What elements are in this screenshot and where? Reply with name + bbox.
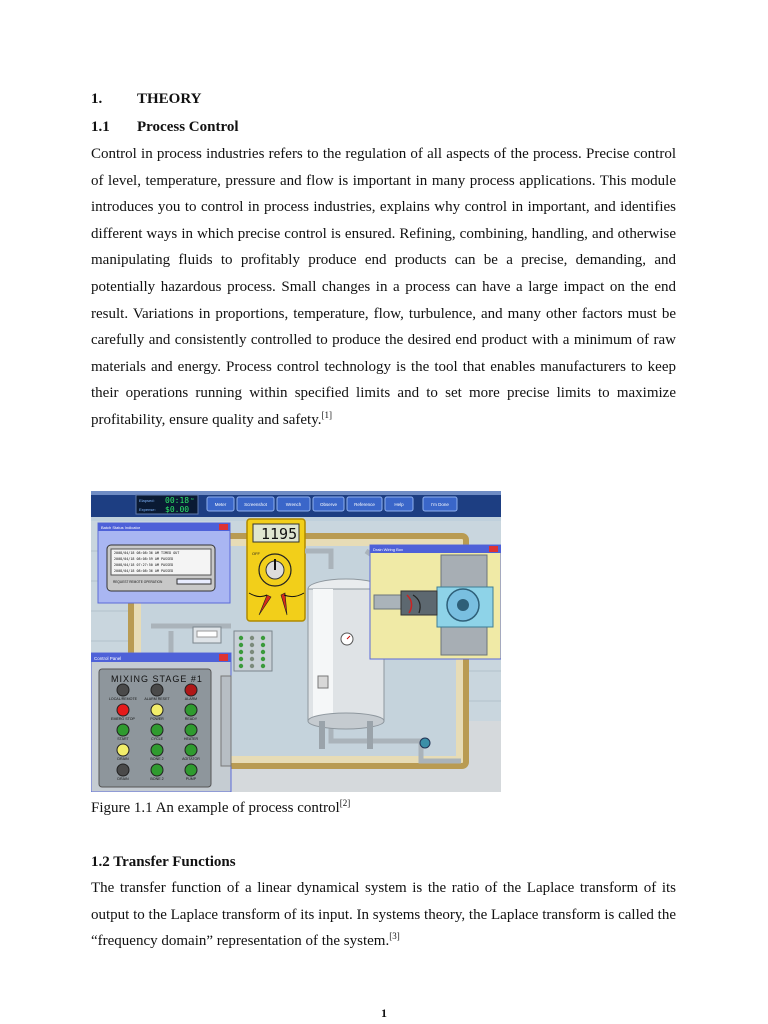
section-title: THEORY (137, 91, 202, 107)
subsection-2-heading: 1.2 Transfer Functions (91, 854, 236, 870)
junction-light (239, 650, 243, 654)
process-control-figure (91, 491, 501, 792)
junction-light (239, 636, 243, 640)
caption-text: Figure 1.1 An example of process control (91, 800, 340, 816)
control-panel-window[interactable] (91, 653, 231, 792)
expense-label: Expense: (139, 507, 156, 512)
panel-light[interactable] (185, 764, 197, 776)
elapsed-value: 00:18 (165, 496, 190, 505)
paragraph-text: The transfer function of a linear dynamical system is the ratio of the Laplace transform of its output to the Laplace transform of its input. In systems theory, the Laplace transform is called the “frequency domain” representation of the system. (91, 880, 676, 950)
junction-light (239, 657, 243, 661)
junction-light (261, 650, 265, 654)
panel-light[interactable] (117, 764, 129, 776)
panel-light-label: DRAIN (117, 777, 129, 781)
junction-light (250, 664, 254, 668)
batch-row: 2008/04/18 08:08:36 AM PASSED (114, 569, 174, 573)
panel-light-label: HEATER (183, 737, 199, 741)
batch-window-title: Batch Status Indicator (101, 525, 141, 530)
remote-op-button[interactable] (177, 579, 211, 584)
junction-light (239, 664, 243, 668)
toolbar-button[interactable] (347, 497, 382, 511)
caption-citation: [2] (339, 798, 351, 808)
toolbar-button[interactable] (277, 497, 310, 511)
control-panel-title: Control Panel (94, 656, 122, 661)
batch-row: 2008/04/18 08:08:36 AM TIMED OUT (114, 551, 180, 555)
batch-status-window[interactable] (98, 523, 230, 603)
batch-row: 2008/04/18 08:08:59 AM PASSED (114, 557, 174, 561)
junction-light (239, 643, 243, 647)
panel-light[interactable] (185, 704, 197, 716)
panel-light-label: AGITATOR (182, 757, 200, 761)
meter-off-label: OFF (252, 551, 260, 556)
toolbar-button[interactable] (385, 497, 413, 511)
panel-light[interactable] (185, 724, 197, 736)
panel-light-label: ALARM RESET (144, 697, 170, 701)
subsection-number: 1.1 (91, 119, 110, 135)
control-panel-close-icon[interactable] (219, 654, 228, 661)
toolbar-button-label: Meter (214, 502, 227, 507)
panel-light[interactable] (185, 684, 197, 696)
panel-light[interactable] (117, 704, 129, 716)
panel-light[interactable] (151, 744, 163, 756)
junction-light (261, 643, 265, 647)
panel-light-label: CYCLE (151, 737, 163, 741)
panel-light-label: LOCAL/REMOTE (108, 697, 138, 701)
panel-light-label: POWER (150, 717, 164, 721)
expense-value: $0.00 (165, 505, 190, 514)
panel-light-label: EMERG STOP (111, 717, 135, 721)
subsection-heading (91, 119, 239, 136)
drain-wiring-window[interactable] (370, 545, 501, 659)
panel-light-label: ALARM (184, 697, 198, 701)
citation: [1] (321, 409, 332, 420)
paragraph-process-control (91, 141, 676, 434)
panel-light[interactable] (185, 744, 197, 756)
toolbar-button-label: Observe (319, 502, 338, 507)
section-heading (91, 91, 201, 108)
citation: [3] (389, 931, 400, 942)
toolbar-button-label: Reference (354, 502, 375, 507)
panel-light-label: READY (184, 717, 198, 721)
toolbar-button[interactable] (313, 497, 344, 511)
section-number: 1. (91, 91, 103, 107)
elapsed-unit: M (191, 497, 194, 501)
panel-light[interactable] (117, 724, 129, 736)
multimeter[interactable] (247, 519, 305, 621)
panel-light[interactable] (151, 724, 163, 736)
junction-light (261, 636, 265, 640)
subsection-title: Process Control (137, 119, 239, 135)
junction-light (261, 664, 265, 668)
junction-light (250, 657, 254, 661)
toolbar-button-label: I'm Done (431, 502, 449, 507)
elapsed-label: Elapsed: (139, 498, 155, 503)
toolbar-button[interactable] (237, 497, 274, 511)
panel-light[interactable] (151, 684, 163, 696)
paragraph-transfer-functions (91, 875, 676, 955)
figure-caption (91, 800, 350, 817)
junction-light (250, 643, 254, 647)
panel-light[interactable] (151, 764, 163, 776)
junction-light (250, 636, 254, 640)
mixing-stage-label: MIXING STAGE #1 (111, 674, 203, 684)
drain-close-icon[interactable] (489, 546, 498, 552)
toolbar-button-label: Wrench (285, 502, 302, 507)
page-number: 1 (381, 1006, 387, 1020)
panel-light-label: START (117, 737, 129, 741)
junction-light (261, 657, 265, 661)
panel-light[interactable] (117, 684, 129, 696)
toolbar-button-label: Help (394, 502, 404, 507)
drain-window-title: Drain Wiring Box (373, 547, 404, 552)
paragraph-text: Control in process industries refers to the regulation of all aspects of the process. Precise control of level, temperature, pressure and flow is important in many process applications. This module introduces you to control in process industries, explains why control in important, and identifies different ways in which precise control is ensured. Refining, combining, handling, and otherwise manipulating fluids to profitably produce end products can be a precise, demanding, and potentially hazardous process. Small changes in a process can have a large impact on the end result. Variations in proportions, temperature, flow, turbulence, and many other factors must be carefully and consistently controlled to produce the desired end product with a minimum of raw materials and energy. Process control technology is the tool that enables manufacturers to keep their operations running within specified limits and to set more precise limits to maximize profitability, ensure quality and safety. (91, 146, 676, 428)
remote-op-label: REQUEST REMOTE OPERATION (113, 580, 163, 584)
panel-light-label: DRAIN (117, 757, 129, 761)
junction-light (250, 650, 254, 654)
panel-light[interactable] (151, 704, 163, 716)
toolbar-button-label: Screenshot (244, 502, 267, 507)
toolbar-button[interactable] (423, 497, 457, 511)
panel-light-label: PUMP (185, 777, 197, 781)
panel-light-label: BONE 2 (150, 757, 164, 761)
panel-light[interactable] (117, 744, 129, 756)
meter-display: 1195 (261, 525, 298, 543)
panel-light-label: BONE 2 (150, 777, 164, 781)
batch-close-icon[interactable] (219, 524, 228, 530)
toolbar-button[interactable] (207, 497, 234, 511)
batch-row: 2008/04/18 07:27:50 AM PASSED (114, 563, 174, 567)
